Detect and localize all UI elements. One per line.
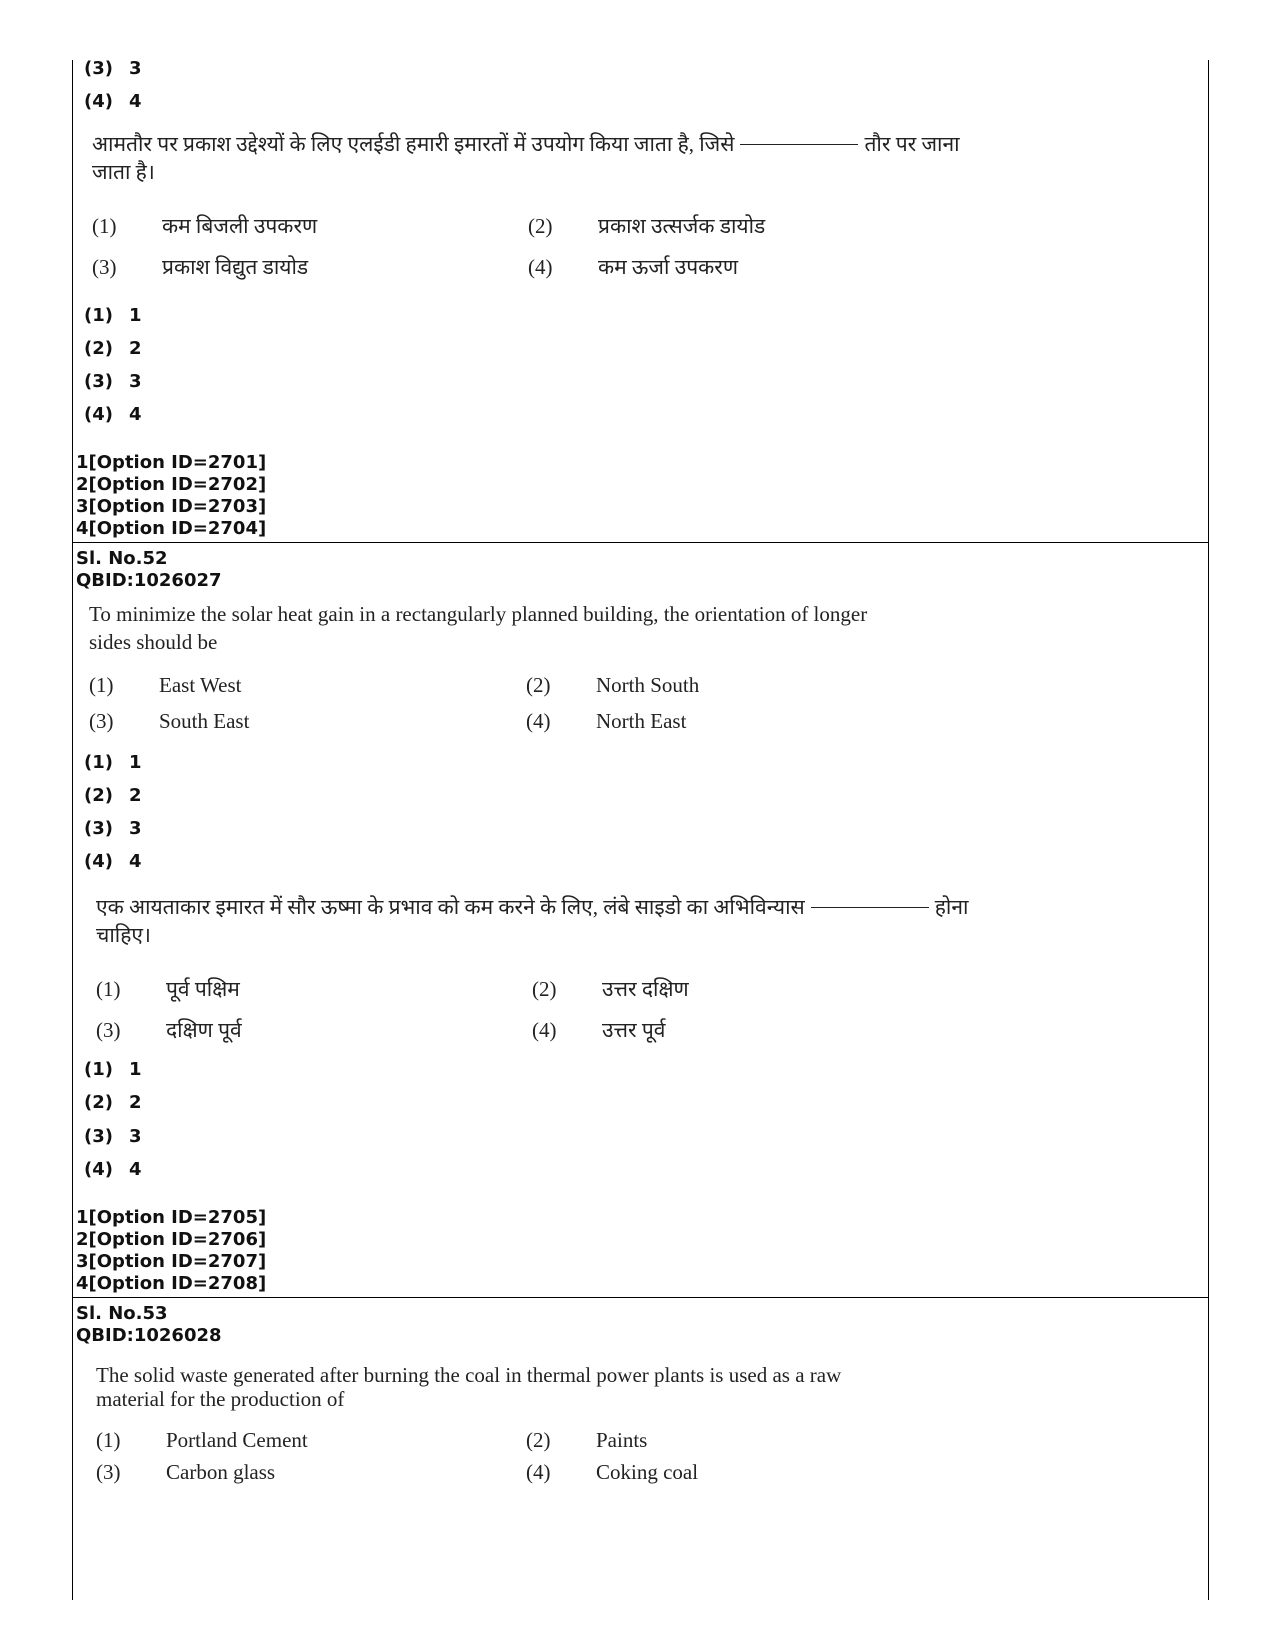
- question-header: [76, 1303, 222, 1347]
- option-2: (2) Paints: [526, 1428, 648, 1452]
- answer-choice: (2) 2: [84, 1092, 142, 1113]
- answer-choice: (3) 3: [84, 1126, 142, 1147]
- option-id: 1[Option ID=2705]: [76, 1207, 267, 1228]
- answer-choice: (4) 4: [84, 1159, 142, 1180]
- option-1: (1) पूर्व पक्षिम: [96, 977, 240, 1001]
- question-text-english: The solid waste generated after burning the coal in thermal power plants is used as a raw material for the production of: [96, 1363, 842, 1411]
- fill-blank: [740, 144, 858, 145]
- option-3: (3) Carbon glass: [96, 1460, 276, 1484]
- option-id: 4[Option ID=2704]: [76, 518, 267, 539]
- section-divider: [72, 1297, 1209, 1298]
- answer-choice: (3) 3: [84, 818, 142, 839]
- answer-choice: (2) 2: [84, 338, 142, 359]
- option-1: (1) Portland Cement: [96, 1428, 308, 1452]
- serial-number: Sl. No.52: [76, 548, 168, 569]
- option-id: 1[Option ID=2701]: [76, 452, 267, 473]
- question-bank-id: QBID:1026027: [76, 570, 222, 591]
- option-2: (2) North South: [526, 673, 700, 697]
- option-id: 3[Option ID=2707]: [76, 1251, 267, 1272]
- option-id: 3[Option ID=2703]: [76, 496, 267, 517]
- option-id: 2[Option ID=2702]: [76, 474, 267, 495]
- option-3: (3) South East: [89, 709, 250, 733]
- question-text-english: To minimize the solar heat gain in a rectangularly planned building, the orientation of longer sides should be: [89, 602, 868, 654]
- answer-choice: (1) 1: [84, 1059, 142, 1080]
- answer-choice: (3) 3: [84, 371, 142, 392]
- option-4: (4) North East: [526, 709, 687, 733]
- answer-choice: (2) 2: [84, 785, 142, 806]
- serial-number: Sl. No.53: [76, 1303, 168, 1324]
- option-1: (1) East West: [89, 673, 242, 697]
- option-4: (4) कम ऊर्जा उपकरण: [528, 255, 739, 279]
- option-2: (2) उत्तर दक्षिण: [532, 977, 689, 1001]
- option-1: (1) कम बिजली उपकरण: [92, 214, 318, 238]
- option-id: 4[Option ID=2708]: [76, 1273, 267, 1294]
- option-4: (4) Coking coal: [526, 1460, 699, 1484]
- answer-choice: (1) 1: [84, 752, 142, 773]
- section-divider: [72, 542, 1209, 543]
- option-2: (2) प्रकाश उत्सर्जक डायोड: [528, 214, 766, 238]
- fill-blank: [811, 907, 929, 908]
- answer-choice: (4) 4: [84, 851, 142, 872]
- question-text-hindi: आमतौर पर प्रकाश उद्देश्यों के लिए एलईडी हमारी इमारतों में उपयोग किया जाता है, जिसे तौर पर जाना जाता है।: [92, 132, 960, 184]
- option-id-list: [76, 1207, 266, 1295]
- option-id-list: [76, 452, 266, 540]
- question-header: [76, 548, 222, 592]
- option-3: (3) दक्षिण पूर्व: [96, 1018, 242, 1042]
- option-id: 2[Option ID=2706]: [76, 1229, 267, 1250]
- answer-choice: (3) 3: [84, 58, 142, 79]
- option-3: (3) प्रकाश विद्युत डायोड: [92, 255, 309, 279]
- answer-choice: (4) 4: [84, 404, 142, 425]
- question-bank-id: QBID:1026028: [76, 1325, 222, 1346]
- answer-choice: (4) 4: [84, 91, 142, 112]
- question-text-hindi: एक आयताकार इमारत में सौर ऊष्मा के प्रभाव को कम करने के लिए, लंबे साइडो का अभिविन्यास होना चाहिए।: [96, 895, 969, 947]
- answer-choice: (1) 1: [84, 305, 142, 326]
- option-4: (4) उत्तर पूर्व: [532, 1018, 666, 1042]
